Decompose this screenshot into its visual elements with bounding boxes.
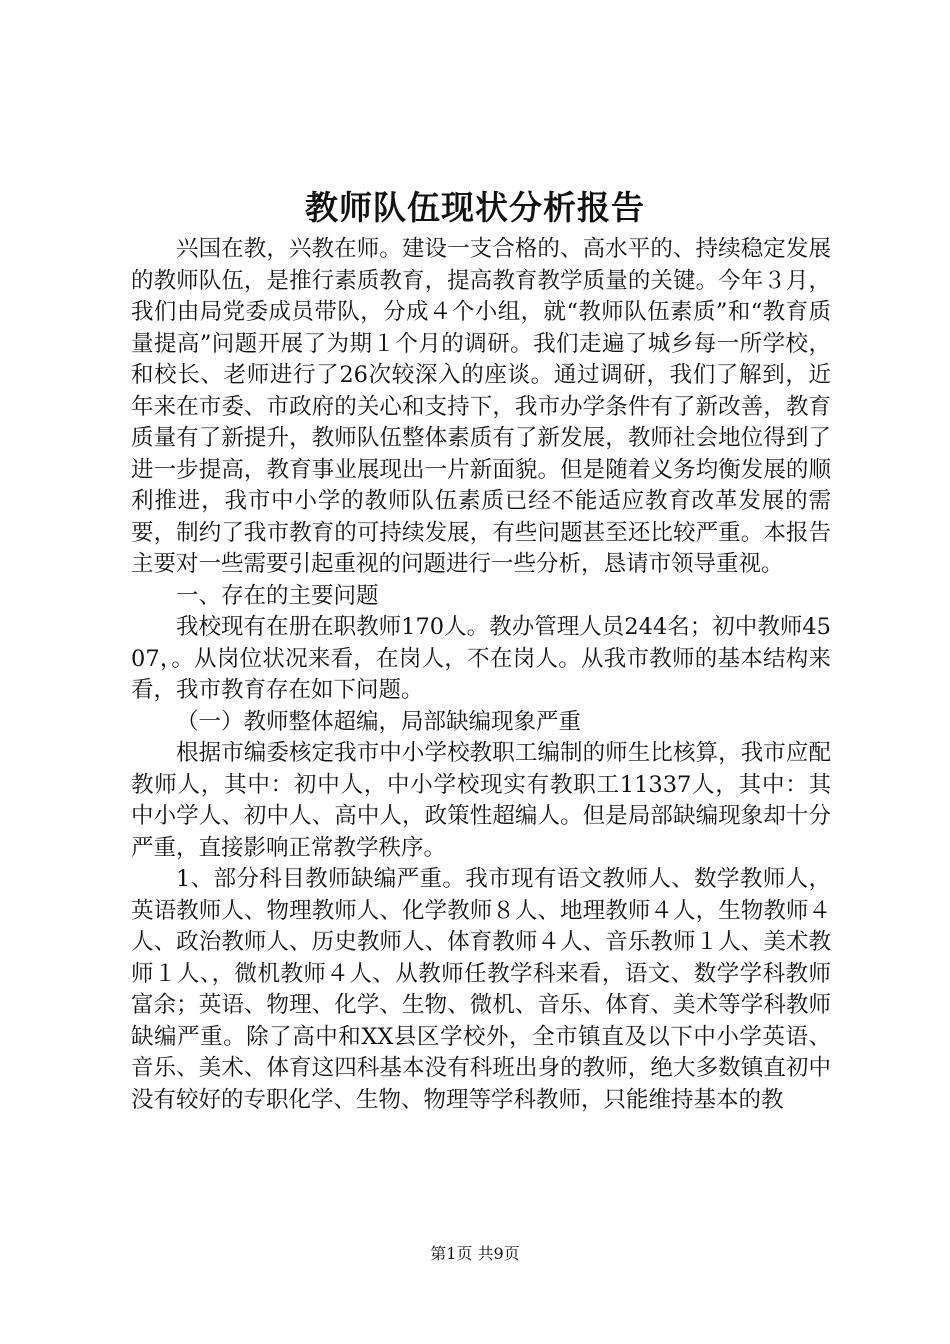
paragraph-subject-shortage: 1、部分科目教师缺编严重。我市现有语文教师人、数学教师人，英语教师人、物理教师人、化学教师８人、地理教师４人，生物教师４人、政治教师人、历史教师人、体育教师４人、音乐教师１人、美术教师１人、，微机教师４人、从教师任教学科来看，语文、数学学科教师富余；英语、物理、化学、生物、微机、音乐、体育、美术等学科教师缺编严重。除了高中和XX县区学校外，全市镇直及以下中小学英语、音乐、美术、体育这四科基本没有科班出身的教师，绝大多数镇直初中没有较好的专职化学、生物、物理等学科教师，只能维持基本的教 <box>131 866 831 1113</box>
paragraph-staffing-ratio: 根据市编委核定我市中小学校教职工编制的师生比核算，我市应配教师人，其中：初中人，中小学校现实有教职工11337人，其中：其中小学人、初中人、高中人，政策性超编人。但是局部缺编现象却十分严重，直接影响正常教学秩序。 <box>131 740 831 861</box>
paragraph-intro: 兴国在教，兴教在师。建设一支合格的、高水平的、持续稳定发展的教师队伍，是推行素质教育，提高教育教学质量的关键。今年３月，我们由局党委成员带队，分成４个小组，就“教师队伍素质”和“教育质量提高”问题开展了为期１个月的调研。我们走遍了城乡每一所学校，和校长、老师进行了26次较深入的座谈。通过调研，我们了解到，近年来在市委、市政府的关心和支持下，我市办学条件有了新改善，教育质量有了新提升，教师队伍整体素质有了新发展，教师社会地位得到了进一步提高，教育事业展现出一片新面貌。但是随着义务均衡发展的顺利推进，我市中小学的教师队伍素质已经不能适应教育改革发展的需要，制约了我市教育的可持续发展，有些问题甚至还比较严重。本报告主要对一些需要引起重视的问题进行一些分析，恳请市领导重视。 <box>131 236 831 577</box>
document-body <box>131 234 831 1116</box>
document-title: 教师队伍现状分析报告 <box>305 188 645 227</box>
paragraph-teacher-count: 我校现有在册在职教师170人。教办管理人员244名；初中教师4507，。从岗位状况来看，在岗人，不在岗人。从我市教师的基本结构来看，我市教育存在如下问题。 <box>131 614 831 703</box>
page-number-footer: 第1页 共9页 <box>430 1244 520 1263</box>
subsection-heading-staffing: （一）教师整体超编，局部缺编现象严重 <box>176 708 582 735</box>
section-heading-main-problems: 一、存在的主要问题 <box>176 582 379 609</box>
